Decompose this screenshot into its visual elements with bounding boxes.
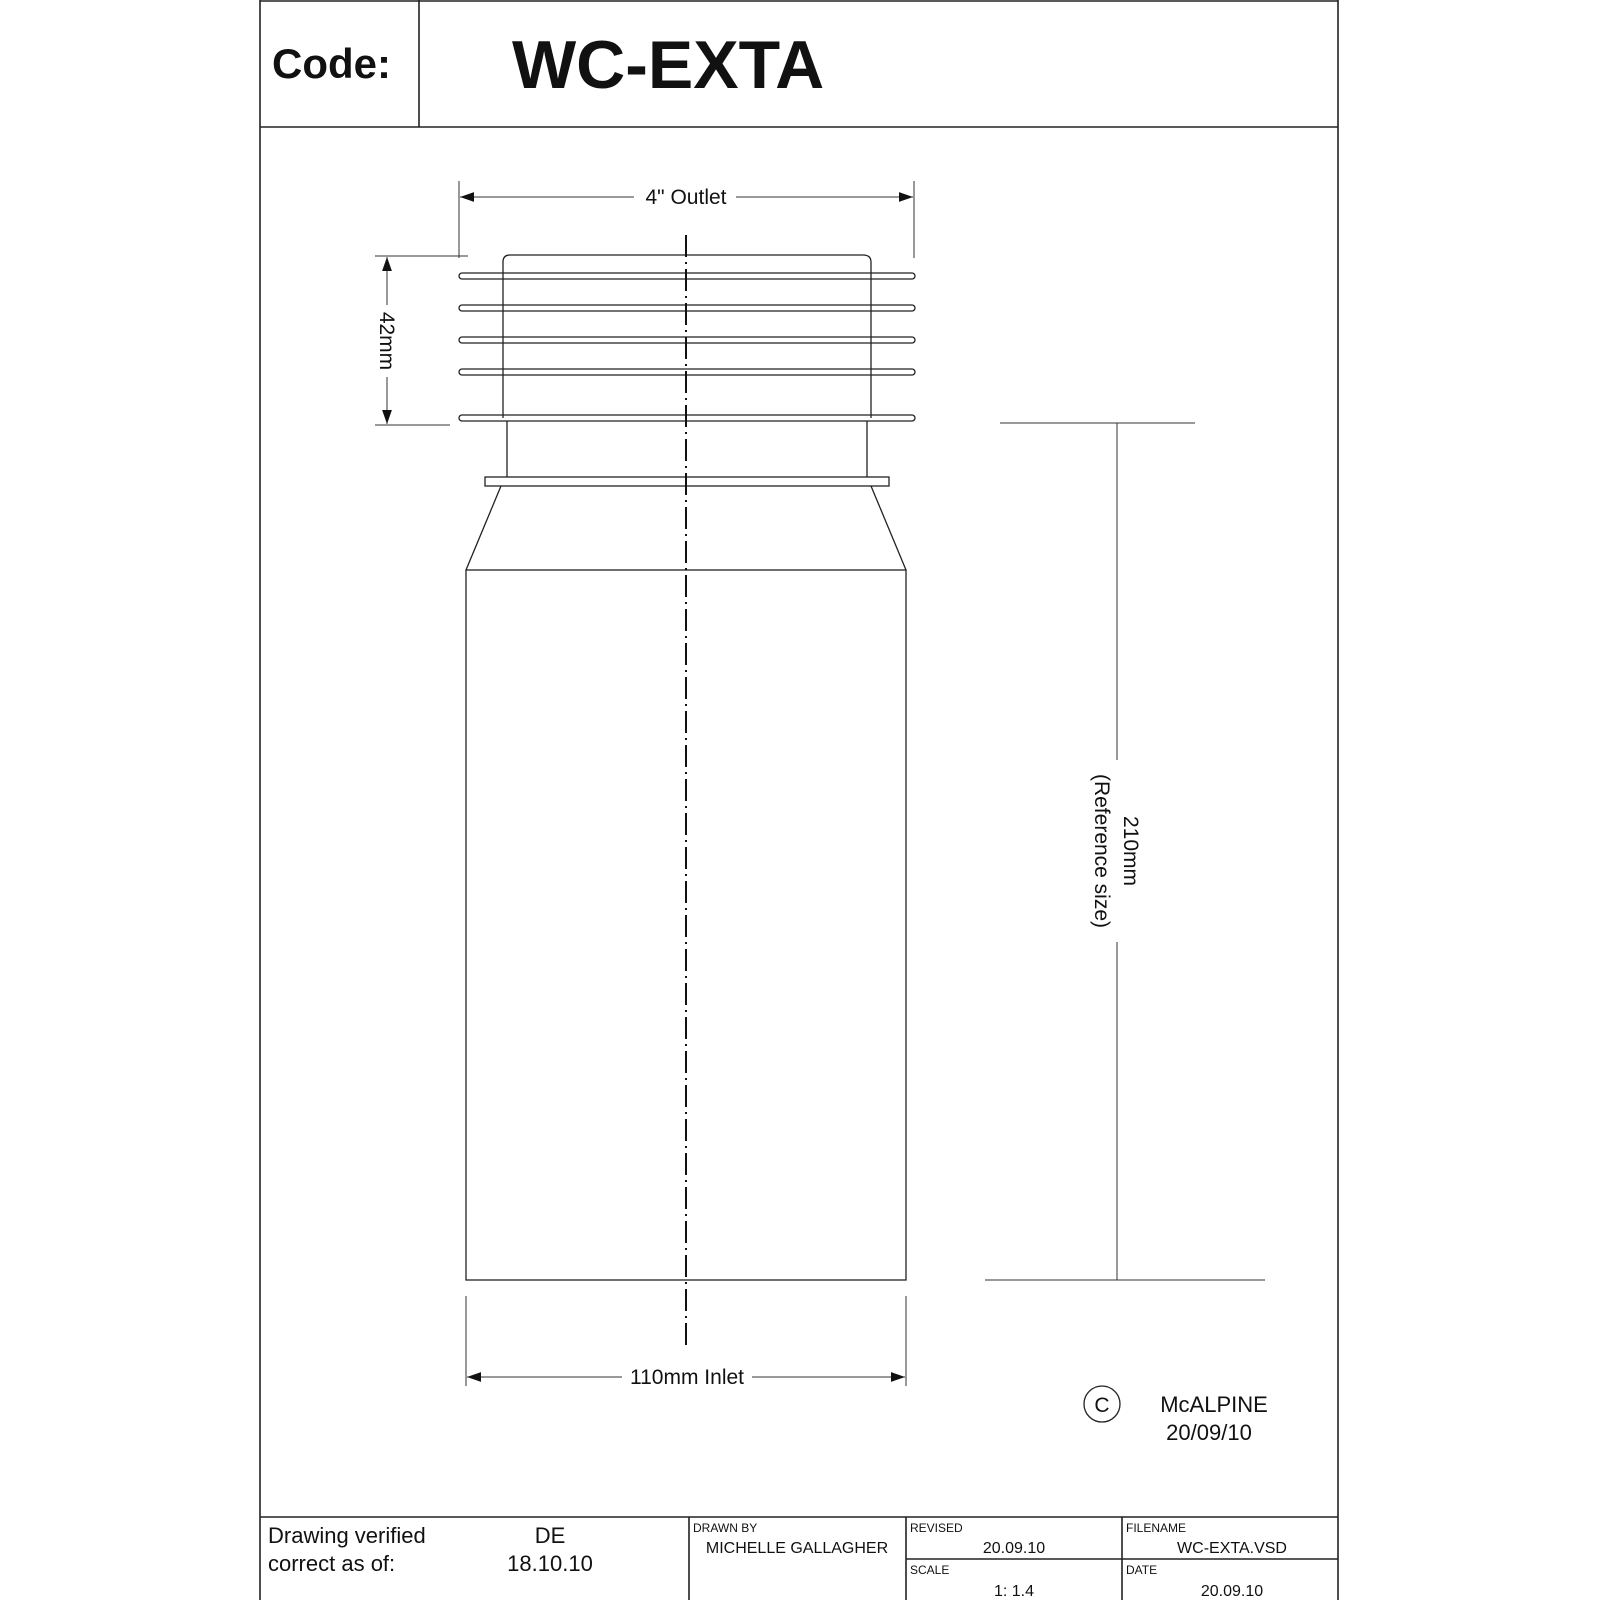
drawn-by-label: DRAWN BY [693, 1521, 758, 1535]
filename-label: FILENAME [1126, 1521, 1187, 1535]
verified-by: DE [534, 1523, 566, 1548]
ribbed-length-dimension [375, 256, 468, 425]
scale-value: 1: 1.4 [993, 1583, 1035, 1600]
outlet-dimension-label: 4" Outlet [645, 186, 727, 209]
reference-length-dimension [985, 423, 1265, 1280]
reference-length-label: 210mm [1119, 815, 1142, 887]
copyright-block [1084, 1386, 1268, 1445]
verified-date: 18.10.10 [507, 1551, 593, 1576]
filename-value: WC-EXTA.VSD [1177, 1540, 1287, 1557]
title-block [260, 1517, 1338, 1600]
ribbed-length-label: 42mm [375, 311, 398, 371]
copyright-symbol: C [1094, 1394, 1110, 1417]
drawn-by-value: MICHELLE GALLAGHER [705, 1540, 889, 1557]
header-block [260, 0, 1338, 127]
sheet-frame [260, 0, 1338, 1600]
scale-label: SCALE [910, 1563, 950, 1577]
date-value: 20.09.10 [1200, 1583, 1264, 1600]
date-label: DATE [1126, 1563, 1158, 1577]
copyright-owner: McALPINE [1160, 1392, 1268, 1417]
code-label: Code: [272, 40, 391, 87]
inlet-dimension-label: 110mm Inlet [630, 1366, 744, 1389]
verified-label-line2: correct as of: [268, 1551, 396, 1576]
part-outline [459, 235, 915, 1345]
product-code: WC-EXTA [512, 27, 825, 103]
verified-label-line1: Drawing verified [268, 1523, 426, 1548]
copyright-date: 20/09/10 [1166, 1420, 1252, 1445]
reference-size-note: (Reference size) [1090, 773, 1113, 929]
revised-label: REVISED [910, 1521, 963, 1535]
revised-value: 20.09.10 [982, 1540, 1046, 1557]
